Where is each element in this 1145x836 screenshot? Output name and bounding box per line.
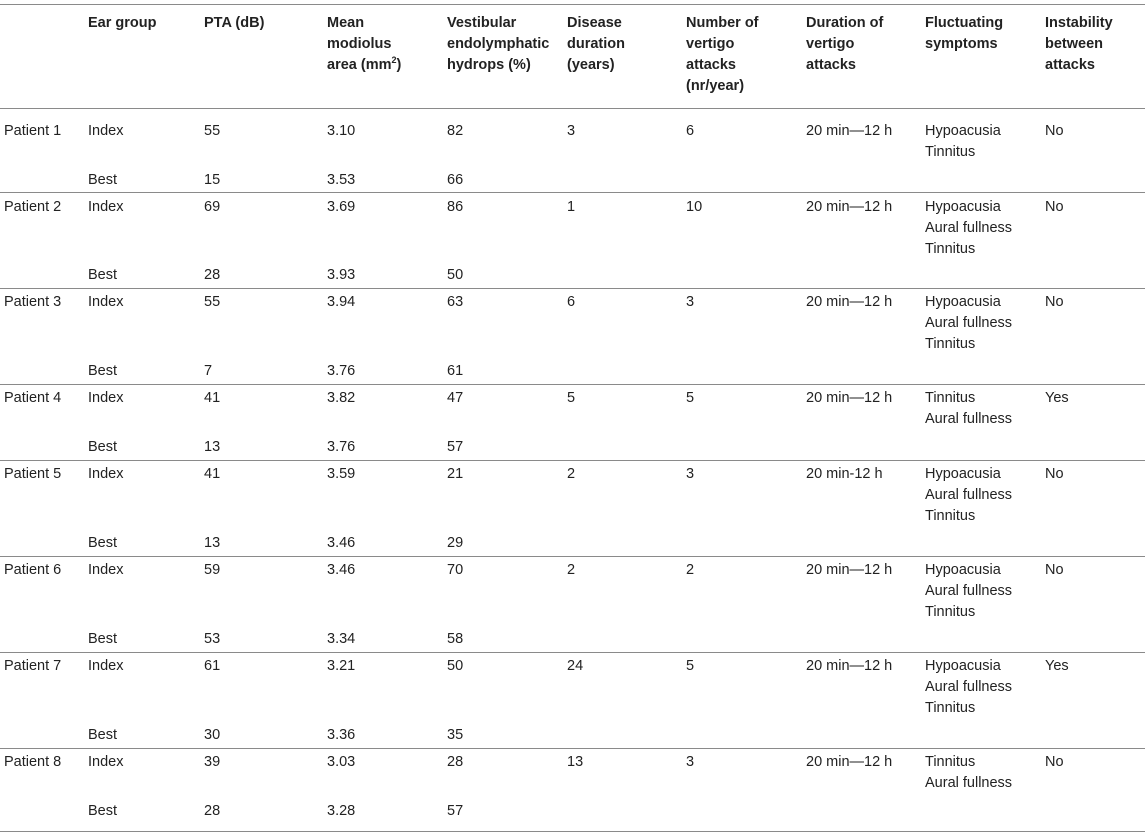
- ear-group-cell: Index: [88, 658, 124, 674]
- attacks-number-cell: 5: [686, 658, 695, 674]
- instability-cell: No: [1045, 123, 1064, 139]
- symptom-item: Tinnitus: [925, 700, 976, 716]
- ear-group-cell: Best: [88, 363, 118, 379]
- disease-duration-cell: 2: [567, 562, 576, 578]
- attacks-number-cell: 3: [686, 754, 695, 770]
- hydrops-cell: 70: [447, 562, 464, 578]
- header-line: Instability: [1045, 15, 1113, 31]
- ear-group-cell: Best: [88, 172, 118, 188]
- header-line: attacks: [686, 57, 736, 73]
- header-line: modiolus: [327, 36, 392, 52]
- symptoms-cell: [925, 560, 1012, 623]
- modiolus-area-cell: 3.21: [327, 658, 356, 674]
- ear-group-cell: Index: [88, 754, 124, 770]
- symptoms-cell: [925, 752, 1012, 794]
- hydrops-cell: 57: [447, 803, 464, 819]
- pta-cell: 53: [204, 631, 221, 647]
- patient-separator-rule: [0, 192, 1145, 193]
- instability-cell: Yes: [1045, 390, 1069, 406]
- symptom-item: Aural fullness: [925, 220, 1013, 236]
- table-top-rule: [0, 4, 1145, 5]
- patient-label: Patient 2: [4, 199, 62, 215]
- header-line: Duration of: [806, 15, 884, 31]
- hydrops-cell: 50: [447, 658, 464, 674]
- ear-group-cell: Best: [88, 439, 118, 455]
- pta-cell: 41: [204, 466, 221, 482]
- modiolus-area-cell: 3.36: [327, 727, 356, 743]
- header-line: symptoms: [925, 36, 998, 52]
- ear-group-cell: Index: [88, 562, 124, 578]
- attacks-duration-cell: 20 min—12 h: [806, 754, 893, 770]
- ear-group-cell: Best: [88, 727, 118, 743]
- pta-cell: 39: [204, 754, 221, 770]
- header-line: (years): [567, 57, 615, 73]
- header-line: vertigo: [686, 36, 735, 52]
- header-ear-group-col: [88, 13, 156, 34]
- symptom-item: Aural fullness: [925, 315, 1013, 331]
- instability-cell: No: [1045, 562, 1064, 578]
- patient-separator-rule: [0, 288, 1145, 289]
- header-line: Ear group: [88, 15, 157, 31]
- disease-duration-cell: 6: [567, 294, 576, 310]
- instability-cell: No: [1045, 754, 1064, 770]
- patient-label: Patient 7: [4, 658, 62, 674]
- header-line: (nr/year): [686, 78, 745, 94]
- pta-cell: 55: [204, 294, 221, 310]
- pta-cell: 59: [204, 562, 221, 578]
- header-instability-col: [1045, 13, 1113, 76]
- attacks-duration-cell: 20 min—12 h: [806, 199, 893, 215]
- modiolus-area-cell: 3.46: [327, 535, 356, 551]
- ear-group-cell: Index: [88, 123, 124, 139]
- ear-group-cell: Best: [88, 535, 118, 551]
- attacks-duration-cell: 20 min—12 h: [806, 390, 893, 406]
- header-line: Disease: [567, 15, 622, 31]
- ear-group-cell: Index: [88, 390, 124, 406]
- header-rule: [0, 108, 1145, 109]
- instability-cell: Yes: [1045, 658, 1069, 674]
- symptom-item: Aural fullness: [925, 487, 1013, 503]
- header-line: vertigo: [806, 36, 855, 52]
- modiolus-area-cell: 3.53: [327, 172, 356, 188]
- pta-cell: 28: [204, 267, 221, 283]
- hydrops-cell: 57: [447, 439, 464, 455]
- modiolus-area-cell: 3.76: [327, 439, 356, 455]
- pta-cell: 15: [204, 172, 221, 188]
- header-line: Vestibular: [447, 15, 517, 31]
- disease-duration-cell: 2: [567, 466, 576, 482]
- header-line: hydrops (%): [447, 57, 531, 73]
- symptom-item: Tinnitus: [925, 336, 976, 352]
- symptom-item: Tinnitus: [925, 754, 976, 770]
- patient-label: Patient 3: [4, 294, 62, 310]
- instability-cell: No: [1045, 466, 1064, 482]
- hydrops-cell: 29: [447, 535, 464, 551]
- symptom-item: Tinnitus: [925, 390, 976, 406]
- ear-group-cell: Index: [88, 466, 124, 482]
- header-pta-col: [204, 13, 264, 34]
- modiolus-area-cell: 3.10: [327, 123, 356, 139]
- hydrops-cell: 66: [447, 172, 464, 188]
- hydrops-cell: 47: [447, 390, 464, 406]
- modiolus-area-cell: 3.93: [327, 267, 356, 283]
- pta-cell: 13: [204, 439, 221, 455]
- attacks-number-cell: 2: [686, 562, 695, 578]
- pta-cell: 69: [204, 199, 221, 215]
- hydrops-cell: 86: [447, 199, 464, 215]
- ear-group-cell: Best: [88, 631, 118, 647]
- symptoms-cell: [925, 388, 1012, 430]
- header-line: Fluctuating: [925, 15, 1004, 31]
- attacks-number-cell: 3: [686, 466, 695, 482]
- modiolus-area-cell: 3.03: [327, 754, 356, 770]
- hydrops-cell: 63: [447, 294, 464, 310]
- patient-separator-rule: [0, 384, 1145, 385]
- symptoms-cell: [925, 464, 1012, 527]
- attacks-number-cell: 5: [686, 390, 695, 406]
- symptom-item: Aural fullness: [925, 679, 1013, 695]
- symptoms-cell: [925, 197, 1012, 260]
- patient-separator-rule: [0, 556, 1145, 557]
- attacks-number-cell: 6: [686, 123, 695, 139]
- patient-label: Patient 6: [4, 562, 62, 578]
- header-line: PTA (dB): [204, 15, 265, 31]
- symptom-item: Aural fullness: [925, 583, 1013, 599]
- attacks-number-cell: 3: [686, 294, 695, 310]
- disease-duration-cell: 24: [567, 658, 584, 674]
- symptom-item: Aural fullness: [925, 411, 1013, 427]
- symptom-item: Tinnitus: [925, 241, 976, 257]
- header-attacks-number-col: [686, 13, 759, 97]
- ear-group-cell: Index: [88, 294, 124, 310]
- symptom-item: Hypoacusia: [925, 658, 1001, 674]
- pta-cell: 7: [204, 363, 213, 379]
- patient-label: Patient 4: [4, 390, 62, 406]
- patient-separator-rule: [0, 652, 1145, 653]
- patient-label: Patient 1: [4, 123, 62, 139]
- hydrops-cell: 82: [447, 123, 464, 139]
- ear-group-cell: Best: [88, 267, 118, 283]
- modiolus-area-cell: 3.46: [327, 562, 356, 578]
- pta-cell: 55: [204, 123, 221, 139]
- ear-group-cell: Best: [88, 803, 118, 819]
- hydrops-cell: 58: [447, 631, 464, 647]
- symptom-item: Tinnitus: [925, 144, 976, 160]
- header-symptoms-col: [925, 13, 1003, 55]
- patient-separator-rule: [0, 460, 1145, 461]
- header-disease-duration-col: [567, 13, 625, 76]
- modiolus-area-cell: 3.82: [327, 390, 356, 406]
- symptoms-cell: [925, 292, 1012, 355]
- table-bottom-rule: [0, 831, 1145, 832]
- attacks-duration-cell: 20 min-12 h: [806, 466, 883, 482]
- hydrops-cell: 50: [447, 267, 464, 283]
- patient-label: Patient 5: [4, 466, 62, 482]
- symptoms-cell: [925, 656, 1012, 719]
- modiolus-area-cell: 3.34: [327, 631, 356, 647]
- modiolus-area-cell: 3.94: [327, 294, 356, 310]
- symptom-item: Tinnitus: [925, 508, 976, 524]
- patient-label: Patient 8: [4, 754, 62, 770]
- hydrops-cell: 35: [447, 727, 464, 743]
- pta-cell: 61: [204, 658, 221, 674]
- pta-cell: 41: [204, 390, 221, 406]
- header-line: duration: [567, 36, 625, 52]
- attacks-duration-cell: 20 min—12 h: [806, 123, 893, 139]
- patient-separator-rule: [0, 748, 1145, 749]
- header-line: attacks: [1045, 57, 1095, 73]
- attacks-duration-cell: 20 min—12 h: [806, 562, 893, 578]
- symptom-item: Tinnitus: [925, 604, 976, 620]
- header-line: Number of: [686, 15, 759, 31]
- modiolus-area-cell: 3.59: [327, 466, 356, 482]
- disease-duration-cell: 13: [567, 754, 584, 770]
- symptoms-cell: [925, 121, 1001, 163]
- pta-cell: 13: [204, 535, 221, 551]
- header-line: area $(mm^2)$: [327, 55, 402, 73]
- hydrops-cell: 21: [447, 466, 464, 482]
- hydrops-cell: 28: [447, 754, 464, 770]
- symptom-item: Hypoacusia: [925, 562, 1001, 578]
- disease-duration-cell: 5: [567, 390, 576, 406]
- header-line: attacks: [806, 57, 856, 73]
- instability-cell: No: [1045, 199, 1064, 215]
- disease-duration-cell: 1: [567, 199, 576, 215]
- header-attacks-duration-col: [806, 13, 883, 76]
- symptom-item: Aural fullness: [925, 775, 1013, 791]
- symptom-item: Hypoacusia: [925, 466, 1001, 482]
- modiolus-area-cell: 3.76: [327, 363, 356, 379]
- pta-cell: 30: [204, 727, 221, 743]
- header-line: between: [1045, 36, 1104, 52]
- modiolus-area-cell: 3.69: [327, 199, 356, 215]
- header-line: Mean: [327, 15, 365, 31]
- header-modiolus-col: [327, 13, 401, 76]
- header-hydrops-col: [447, 13, 549, 76]
- symptom-item: Hypoacusia: [925, 199, 1001, 215]
- instability-cell: No: [1045, 294, 1064, 310]
- ear-group-cell: Index: [88, 199, 124, 215]
- disease-duration-cell: 3: [567, 123, 576, 139]
- attacks-duration-cell: 20 min—12 h: [806, 658, 893, 674]
- attacks-number-cell: 10: [686, 199, 703, 215]
- pta-cell: 28: [204, 803, 221, 819]
- header-line: endolymphatic: [447, 36, 550, 52]
- symptom-item: Hypoacusia: [925, 123, 1001, 139]
- modiolus-area-cell: 3.28: [327, 803, 356, 819]
- attacks-duration-cell: 20 min—12 h: [806, 294, 893, 310]
- hydrops-cell: 61: [447, 363, 464, 379]
- symptom-item: Hypoacusia: [925, 294, 1001, 310]
